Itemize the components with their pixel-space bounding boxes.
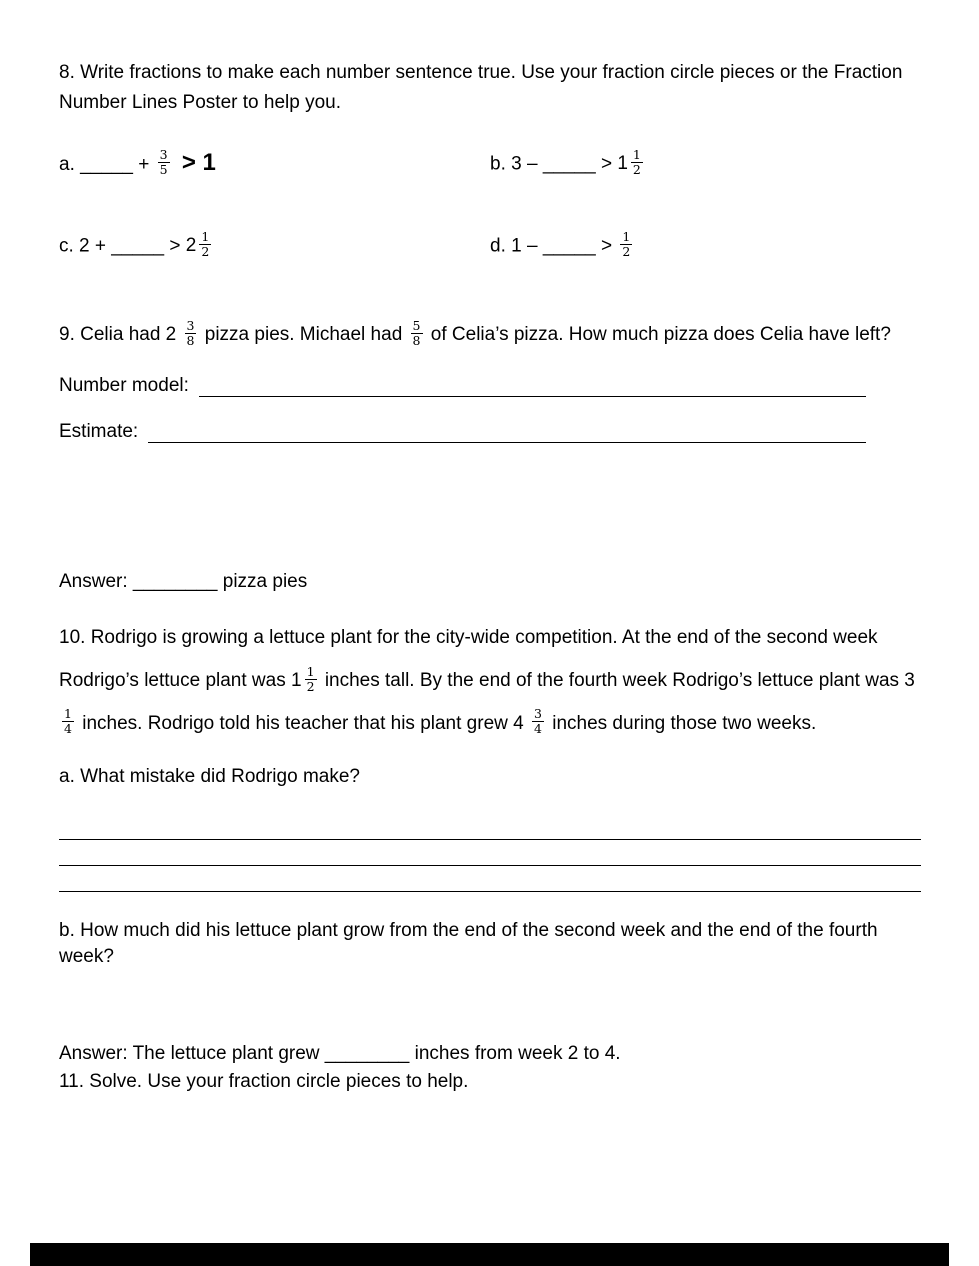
q8-c-blank: _____: [111, 235, 165, 257]
fraction-numerator: 5: [412, 317, 421, 333]
fraction-denominator: 4: [64, 721, 72, 737]
q10-text-3: inches. Rodrigo told his teacher that his plant grew 4: [82, 712, 524, 734]
q8-a-lead: a.: [59, 153, 75, 175]
q8-row-cd: [59, 228, 921, 264]
question-8: [59, 58, 921, 264]
q9-fraction-1: [185, 319, 197, 348]
fraction-denominator: 4: [534, 721, 542, 737]
q9-text-3: of Celia’s pizza. How much pizza does Celia have left?: [430, 324, 891, 346]
q8-prompt: 8. Write fractions to make each number sentence true. Use your fraction circle pieces or the Fraction Number Lines Poster to help you.: [59, 62, 903, 114]
q8-c-lead: c. 2 +: [59, 235, 106, 257]
q10-fraction-1: [305, 665, 317, 694]
fraction-denominator: 5: [159, 162, 168, 178]
q9-answer-label: Answer:: [59, 571, 128, 593]
q8-c-comparator: >: [169, 235, 186, 257]
q10-part-b: b. How much did his lettuce plant grow from the end of the second week and the end of the fourth week?: [59, 919, 878, 968]
fraction-denominator: 8: [186, 332, 195, 348]
q10-text-2: inches tall. By the end of the fourth week Rodrigo’s lettuce plant was 3: [324, 670, 915, 692]
fraction-numerator: 3: [534, 706, 542, 722]
q8-b-lead: b. 3 –: [490, 153, 538, 175]
question-11: [59, 1071, 921, 1093]
q8-d-blank: _____: [542, 235, 596, 257]
fraction-denominator: 2: [306, 678, 315, 694]
q10-prompt: [59, 617, 921, 745]
q10-part-a: a. What mistake did Rodrigo make?: [59, 765, 360, 787]
q8-d-fraction: [620, 230, 632, 259]
q9-answer-blank: ________: [132, 571, 218, 593]
fraction-numerator: 1: [64, 706, 72, 722]
fraction-numerator: 1: [622, 228, 631, 244]
fraction-numerator: 3: [159, 147, 168, 163]
q8-d-lead: d. 1 –: [490, 235, 538, 257]
fraction-denominator: 2: [632, 161, 641, 177]
q9-text-1: 9. Celia had 2: [59, 324, 177, 346]
q9-answer-tail: pizza pies: [222, 571, 308, 593]
q10-answer-blank: ________: [324, 1042, 410, 1064]
answer-line-1: [59, 814, 921, 840]
q8-item-a: [59, 149, 490, 179]
estimate-row: [59, 421, 866, 443]
whole-number: 1: [617, 153, 628, 175]
q11-prompt: 11. Solve. Use your fraction circle pieces to help.: [59, 1070, 469, 1092]
fraction-denominator: 2: [622, 243, 631, 259]
fraction-denominator: 2: [201, 243, 210, 259]
q10-answer-row: [59, 1043, 921, 1065]
q8-a-fraction: [158, 148, 170, 177]
q8-b-blank: _____: [542, 153, 596, 175]
whole-number: 2: [185, 235, 197, 257]
q8-b-fraction: [631, 148, 643, 177]
answer-line-2: [59, 840, 921, 866]
q9-prompt: [59, 318, 921, 351]
q8-c-fraction: [199, 230, 211, 259]
question-9: [59, 318, 921, 593]
q10-answer-tail: inches from week 2 to 4.: [414, 1042, 621, 1064]
q8-c-mixed-number: [185, 228, 215, 259]
q10-fraction-3: [532, 707, 544, 736]
q8-a-blank: _____: [80, 153, 133, 175]
fraction-numerator: 1: [306, 663, 315, 679]
estimate-blank-line: [148, 421, 866, 443]
number-model-blank-line: [199, 375, 866, 397]
answer-line-3: [59, 866, 921, 892]
q9-fraction-2: [411, 319, 423, 348]
q8-row-ab: [59, 146, 921, 182]
q8-b-mixed-number: [617, 146, 646, 177]
fraction-denominator: 8: [412, 332, 421, 348]
q10-text-4: inches during those two weeks.: [552, 712, 817, 734]
q8-item-c: [59, 228, 490, 261]
q8-d-mixed-number: [617, 228, 635, 259]
q8-item-d: [490, 228, 921, 261]
bottom-scan-bar: [30, 1243, 949, 1266]
q10-fraction-2: [62, 707, 74, 736]
q8-item-b: [490, 146, 921, 179]
q9-text-2: pizza pies. Michael had: [204, 324, 403, 346]
q8-a-operator: +: [138, 153, 155, 175]
q10-answer-label: Answer: The lettuce plant grew: [59, 1042, 320, 1064]
q8-d-comparator: >: [600, 235, 618, 257]
number-model-label: Number model:: [59, 375, 189, 397]
q10-text-1: 10. Rodrigo is growing a lettuce plant for the city-wide competition. At the end of the second week Rodrigo’s lettuce plant was 1: [59, 627, 878, 692]
q10-answer-lines: [59, 814, 921, 892]
q9-answer-row: [59, 571, 921, 593]
q8-a-result: > 1: [181, 148, 216, 176]
estimate-label: Estimate:: [59, 421, 139, 443]
fraction-numerator: 1: [201, 228, 210, 244]
fraction-numerator: 1: [632, 146, 641, 162]
fraction-numerator: 3: [186, 317, 195, 333]
number-model-row: [59, 375, 866, 397]
question-10: [59, 617, 921, 1064]
q8-b-comparator: >: [600, 153, 618, 175]
